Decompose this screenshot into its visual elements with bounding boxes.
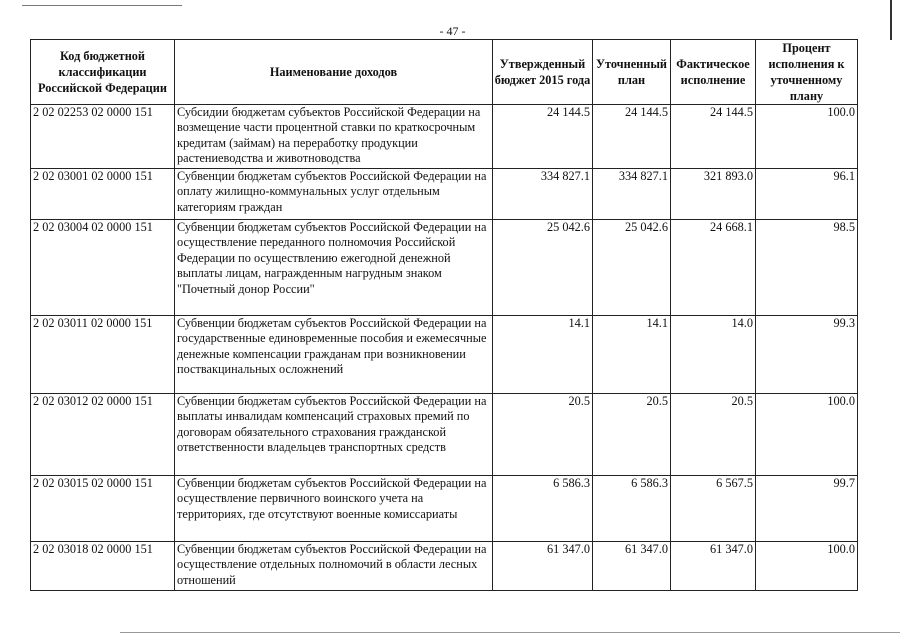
header-code: Код бюджетной классификации Российской Федерации <box>31 40 175 105</box>
table-row <box>31 169 858 220</box>
row-code: 2 02 03001 02 0000 151 <box>31 169 175 220</box>
row-percent: 100.0 <box>756 394 858 476</box>
row-actual: 321 893.0 <box>671 169 756 220</box>
row-percent: 99.7 <box>756 476 858 542</box>
row-approved: 24 144.5 <box>493 105 593 169</box>
row-percent: 100.0 <box>756 542 858 591</box>
row-refined: 334 827.1 <box>593 169 671 220</box>
row-code: 2 02 03018 02 0000 151 <box>31 542 175 591</box>
row-name: Субвенции бюджетам субъектов Российской Федерации на оплату жилищно-коммунальных услуг отдельным категориям граждан <box>175 169 493 220</box>
row-approved: 14.1 <box>493 316 593 394</box>
header-approved: Утвержденный бюджет 2015 года <box>493 40 593 105</box>
row-approved: 25 042.6 <box>493 220 593 316</box>
row-code: 2 02 03011 02 0000 151 <box>31 316 175 394</box>
row-refined: 14.1 <box>593 316 671 394</box>
row-approved: 334 827.1 <box>493 169 593 220</box>
row-refined: 25 042.6 <box>593 220 671 316</box>
table-row <box>31 476 858 542</box>
header-percent: Процент исполнения к уточненному плану <box>756 40 858 105</box>
row-actual: 6 567.5 <box>671 476 756 542</box>
row-actual: 24 668.1 <box>671 220 756 316</box>
header-row <box>31 40 858 105</box>
row-percent: 100.0 <box>756 105 858 169</box>
table-row <box>31 542 858 591</box>
row-approved: 61 347.0 <box>493 542 593 591</box>
table-row <box>31 316 858 394</box>
row-actual: 61 347.0 <box>671 542 756 591</box>
row-percent: 99.3 <box>756 316 858 394</box>
row-name: Субвенции бюджетам субъектов Российской Федерации на осуществление отдельных полномочий в области лесных отношений <box>175 542 493 591</box>
row-name: Субсидии бюджетам субъектов Российской Федерации на возмещение части процентной ставки по краткосрочным кредитам (займам) на переработку продукции растениеводства и животноводства <box>175 105 493 169</box>
row-refined: 6 586.3 <box>593 476 671 542</box>
row-percent: 98.5 <box>756 220 858 316</box>
table-row <box>31 220 858 316</box>
header-refined: Уточненный план <box>593 40 671 105</box>
row-actual: 14.0 <box>671 316 756 394</box>
row-refined: 24 144.5 <box>593 105 671 169</box>
row-code: 2 02 03015 02 0000 151 <box>31 476 175 542</box>
row-name: Субвенции бюджетам субъектов Российской Федерации на государственные единовременные пособия и ежемесячные денежные компенсации гражданам при возникновении поствакцинальных осложнений <box>175 316 493 394</box>
row-approved: 6 586.3 <box>493 476 593 542</box>
row-code: 2 02 03004 02 0000 151 <box>31 220 175 316</box>
header-name: Наименование доходов <box>175 40 493 105</box>
top-rule <box>22 5 182 6</box>
row-code: 2 02 03012 02 0000 151 <box>31 394 175 476</box>
row-actual: 20.5 <box>671 394 756 476</box>
row-name: Субвенции бюджетам субъектов Российской Федерации на выплаты инвалидам компенсаций страховых премий по договорам обязательного страхования гражданской ответственности владельцев транспортных средств <box>175 394 493 476</box>
row-actual: 24 144.5 <box>671 105 756 169</box>
row-name: Субвенции бюджетам субъектов Российской Федерации на осуществление переданного полномочия Российской Федерации по осуществлению ежегодной денежной выплаты лицам, награжденным нагрудным знаком "Почетный донор России" <box>175 220 493 316</box>
table-row <box>31 105 858 169</box>
revenue-table <box>30 39 858 591</box>
header-actual: Фактическое исполнение <box>671 40 756 105</box>
table-row <box>31 394 858 476</box>
page-number: - 47 - <box>439 24 466 38</box>
row-name: Субвенции бюджетам субъектов Российской Федерации на осуществление первичного воинского учета на территориях, где отсутствуют военные комиссариаты <box>175 476 493 542</box>
row-percent: 96.1 <box>756 169 858 220</box>
row-refined: 61 347.0 <box>593 542 671 591</box>
row-code: 2 02 02253 02 0000 151 <box>31 105 175 169</box>
bottom-rule <box>120 632 900 633</box>
row-refined: 20.5 <box>593 394 671 476</box>
row-approved: 20.5 <box>493 394 593 476</box>
